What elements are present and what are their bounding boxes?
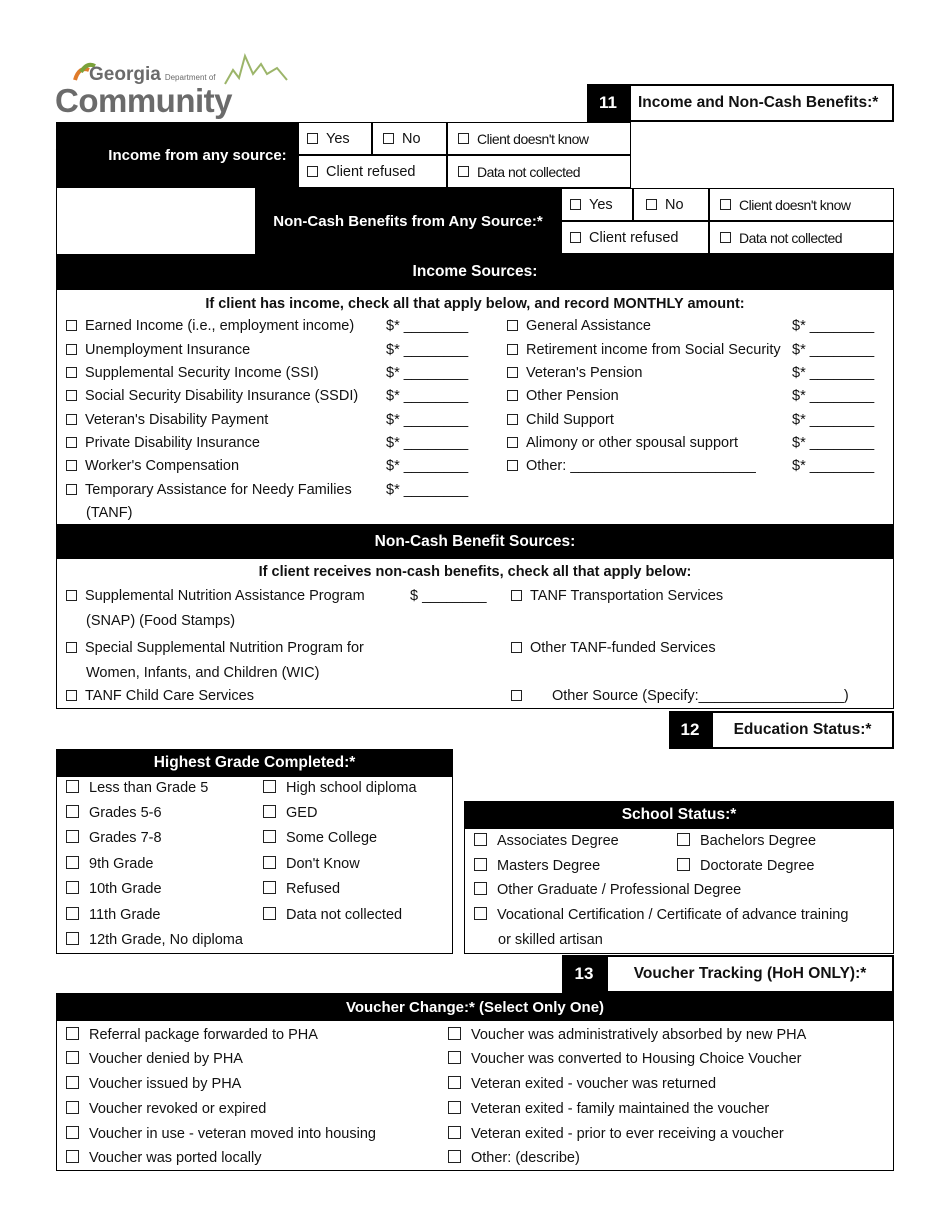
monthly-amount-field[interactable]: $* ________ [792, 435, 875, 451]
school-vocational-cont: or skilled artisan [498, 932, 603, 948]
checkbox[interactable] [448, 1027, 461, 1040]
checkbox[interactable] [507, 320, 518, 331]
income-dk-option[interactable]: Client doesn't know [447, 122, 631, 155]
income-source-item[interactable]: Veteran's Disability Payment [66, 412, 268, 428]
checkbox[interactable] [458, 166, 469, 177]
checkbox[interactable] [507, 390, 518, 401]
income-source-item[interactable]: Temporary Assistance for Needy Families [66, 482, 352, 498]
grade-option[interactable]: Grades 7-8 [66, 830, 162, 846]
checkbox[interactable] [66, 344, 77, 355]
grade-option[interactable]: Some College [263, 830, 377, 846]
monthly-amount-field[interactable]: $* ________ [792, 342, 875, 358]
monthly-amount-field[interactable]: $* ________ [386, 365, 469, 381]
noncash-any-label: Non-Cash Benefits from Any Source:* [255, 188, 561, 254]
checkbox[interactable] [474, 907, 487, 920]
checkbox[interactable] [66, 1027, 79, 1040]
logo-sub: Department of [164, 73, 216, 82]
income-ndc-option[interactable]: Data not collected [447, 155, 631, 188]
checkbox[interactable] [66, 907, 79, 920]
checkbox[interactable] [66, 1101, 79, 1114]
income-instruction: If client has income, check all that apply below, and record MONTHLY amount: [205, 296, 745, 312]
voucher-box [56, 1021, 894, 1171]
grade-option[interactable]: Refused [263, 881, 340, 897]
grade-option[interactable]: High school diploma [263, 780, 417, 796]
school-associates[interactable]: Associates Degree [474, 833, 619, 849]
monthly-amount-field[interactable]: $* ________ [386, 318, 469, 334]
school-doctorate[interactable]: Doctorate Degree [677, 858, 814, 874]
checkbox[interactable] [570, 232, 581, 243]
voucher-option[interactable]: Voucher in use - veteran moved into housing [66, 1126, 376, 1142]
voucher-option[interactable]: Voucher issued by PHA [66, 1076, 241, 1092]
monthly-amount-field[interactable]: $* ________ [386, 482, 469, 498]
checkbox[interactable] [66, 367, 77, 378]
voucher-option[interactable]: Veteran exited - prior to ever receiving a voucher [448, 1126, 784, 1142]
checkbox[interactable] [263, 907, 276, 920]
income-source-item[interactable]: Veteran's Pension [507, 365, 642, 381]
checkbox[interactable] [507, 437, 518, 448]
section-13-title: Voucher Tracking (HoH ONLY):* [606, 955, 894, 993]
noncash-refused-option[interactable]: Client refused [561, 221, 709, 254]
voucher-option[interactable]: Voucher revoked or expired [66, 1101, 266, 1117]
checkbox[interactable] [720, 232, 731, 243]
monthly-amount-field[interactable]: $* ________ [386, 388, 469, 404]
income-source-item[interactable]: Child Support [507, 412, 614, 428]
voucher-option[interactable]: Veteran exited - family maintained the voucher [448, 1101, 769, 1117]
voucher-option[interactable]: Voucher denied by PHA [66, 1051, 243, 1067]
checkbox[interactable] [307, 166, 318, 177]
grade-option[interactable]: Less than Grade 5 [66, 780, 208, 796]
checkbox[interactable] [448, 1101, 461, 1114]
monthly-amount-field[interactable]: $* ________ [386, 412, 469, 428]
checkbox[interactable] [646, 199, 657, 210]
wic-item[interactable]: Special Supplemental Nutrition Program for [66, 640, 364, 656]
snap-item[interactable]: Supplemental Nutrition Assistance Program [66, 588, 365, 604]
noncash-dk-option[interactable]: Client doesn't know [709, 188, 894, 221]
checkbox[interactable] [448, 1076, 461, 1089]
noncash-left-border [56, 188, 255, 254]
noncash-ndc-option[interactable]: Data not collected [709, 221, 894, 254]
checkbox[interactable] [720, 199, 731, 210]
checkbox[interactable] [474, 858, 487, 871]
checkbox[interactable] [66, 881, 79, 894]
noncash-sources-header: Non-Cash Benefit Sources: [56, 525, 894, 559]
checkbox[interactable] [677, 858, 690, 871]
checkbox[interactable] [677, 833, 690, 846]
voucher-option[interactable]: Other: (describe) [448, 1150, 580, 1166]
income-source-item[interactable]: Worker's Compensation [66, 458, 239, 474]
checkbox[interactable] [507, 460, 518, 471]
monthly-amount-field[interactable]: $* ________ [792, 388, 875, 404]
checkbox[interactable] [263, 805, 276, 818]
checkbox[interactable] [474, 882, 487, 895]
checkbox[interactable] [383, 133, 394, 144]
voucher-option[interactable]: Voucher was ported locally [66, 1150, 262, 1166]
checkbox[interactable] [66, 780, 79, 793]
checkbox[interactable] [263, 830, 276, 843]
noncash-instruction: If client receives non-cash benefits, check all that apply below: [258, 564, 692, 580]
voucher-header: Voucher Change:* (Select Only One) [56, 993, 894, 1021]
checkbox[interactable] [66, 460, 77, 471]
income-any-label: Income from any source: [56, 122, 299, 188]
checkbox[interactable] [66, 437, 77, 448]
grade-header: Highest Grade Completed:* [56, 749, 453, 777]
voucher-option[interactable]: Veteran exited - voucher was returned [448, 1076, 716, 1092]
school-vocational[interactable]: Vocational Certification / Certificate of advance training [474, 907, 848, 923]
income-source-item[interactable]: Other: _______________________ [507, 458, 756, 474]
section-12-title: Education Status:* [711, 711, 894, 749]
income-source-item[interactable]: Unemployment Insurance [66, 342, 250, 358]
dca-logo [55, 50, 325, 122]
checkbox[interactable] [507, 344, 518, 355]
checkbox[interactable] [474, 833, 487, 846]
income-source-item[interactable]: Social Security Disability Insurance (SSDI) [66, 388, 358, 404]
checkbox[interactable] [66, 805, 79, 818]
checkbox[interactable] [66, 484, 77, 495]
checkbox[interactable] [263, 881, 276, 894]
checkbox[interactable] [66, 1126, 79, 1139]
grade-option[interactable]: 10th Grade [66, 881, 162, 897]
checkbox[interactable] [448, 1051, 461, 1064]
income-source-item[interactable]: Supplemental Security Income (SSI) [66, 365, 319, 381]
income-sources-header: Income Sources: [56, 254, 894, 290]
monthly-amount-field[interactable]: $* ________ [386, 435, 469, 451]
checkbox[interactable] [66, 856, 79, 869]
checkbox[interactable] [66, 1051, 79, 1064]
logo-main: Community [55, 82, 232, 119]
checkbox[interactable] [66, 690, 77, 701]
checkbox[interactable] [66, 1150, 79, 1163]
grade-option[interactable]: 12th Grade, No diploma [66, 932, 243, 948]
checkbox[interactable] [511, 690, 522, 701]
tanf-other-item[interactable]: Other TANF-funded Services [511, 640, 716, 656]
income-source-item[interactable]: Earned Income (i.e., employment income) [66, 318, 354, 334]
school-header: School Status:* [464, 801, 894, 829]
wic-continuation: Women, Infants, and Children (WIC) [86, 665, 320, 681]
checkbox[interactable] [511, 590, 522, 601]
checkbox[interactable] [66, 390, 77, 401]
checkbox[interactable] [66, 932, 79, 945]
income-no-option[interactable]: No [372, 122, 447, 155]
tanf-transport-item[interactable]: TANF Transportation Services [511, 588, 723, 604]
checkbox[interactable] [263, 780, 276, 793]
voucher-option[interactable]: Referral package forwarded to PHA [66, 1027, 318, 1043]
other-source-item[interactable]: Other Source (Specify:__________________) [511, 688, 849, 704]
checkbox[interactable] [448, 1126, 461, 1139]
checkbox[interactable] [511, 642, 522, 653]
voucher-option[interactable]: Voucher was administratively absorbed by new PHA [448, 1027, 806, 1043]
income-source-item[interactable]: Other Pension [507, 388, 619, 404]
tanf-childcare-item[interactable]: TANF Child Care Services [66, 688, 254, 704]
noncash-no-option[interactable]: No [633, 188, 709, 221]
income-yes-option[interactable]: Yes [298, 122, 372, 155]
monthly-amount-field[interactable]: $* ________ [792, 412, 875, 428]
checkbox[interactable] [66, 1076, 79, 1089]
noncash-sources-box [56, 559, 894, 709]
checkbox[interactable] [66, 590, 77, 601]
income-source-item[interactable]: Retirement income from Social Security [507, 342, 781, 358]
checkbox[interactable] [66, 830, 79, 843]
checkbox[interactable] [570, 199, 581, 210]
grade-option[interactable]: Data not collected [263, 907, 402, 923]
monthly-amount-field[interactable]: $* ________ [386, 458, 469, 474]
monthly-amount-field[interactable]: $* ________ [386, 342, 469, 358]
checkbox[interactable] [458, 133, 469, 144]
checkbox[interactable] [507, 414, 518, 425]
snap-continuation: (SNAP) (Food Stamps) [86, 613, 236, 629]
income-source-item[interactable]: General Assistance [507, 318, 651, 334]
grade-option[interactable]: 11th Grade [66, 907, 160, 923]
school-bachelors[interactable]: Bachelors Degree [677, 833, 816, 849]
school-masters[interactable]: Masters Degree [474, 858, 600, 874]
checkbox[interactable] [448, 1150, 461, 1163]
grade-option[interactable]: 9th Grade [66, 856, 154, 872]
monthly-amount-field[interactable]: $* ________ [792, 365, 875, 381]
grade-option[interactable]: Grades 5-6 [66, 805, 162, 821]
school-other-grad[interactable]: Other Graduate / Professional Degree [474, 882, 741, 898]
tanf-continuation: (TANF) [86, 505, 133, 521]
section-13-number: 13 [562, 955, 606, 993]
checkbox[interactable] [66, 414, 77, 425]
checkbox[interactable] [263, 856, 276, 869]
snap-amount[interactable]: $ ________ [410, 588, 487, 604]
section-11-title: Income and Non-Cash Benefits:* [629, 84, 894, 122]
monthly-amount-field[interactable]: $* ________ [792, 458, 875, 474]
section-11-number: 11 [587, 84, 629, 122]
checkbox[interactable] [507, 367, 518, 378]
logo-brand: Georgia [89, 64, 161, 85]
checkbox[interactable] [66, 642, 77, 653]
section-12-number: 12 [669, 711, 711, 749]
monthly-amount-field[interactable]: $* ________ [792, 318, 875, 334]
grade-option[interactable]: Don't Know [263, 856, 360, 872]
checkbox[interactable] [307, 133, 318, 144]
income-source-item[interactable]: Private Disability Insurance [66, 435, 260, 451]
voucher-option[interactable]: Voucher was converted to Housing Choice Voucher [448, 1051, 801, 1067]
income-source-item[interactable]: Alimony or other spousal support [507, 435, 738, 451]
checkbox[interactable] [66, 320, 77, 331]
income-refused-option[interactable]: Client refused [298, 155, 447, 188]
noncash-yes-option[interactable]: Yes [561, 188, 633, 221]
grade-option[interactable]: GED [263, 805, 317, 821]
